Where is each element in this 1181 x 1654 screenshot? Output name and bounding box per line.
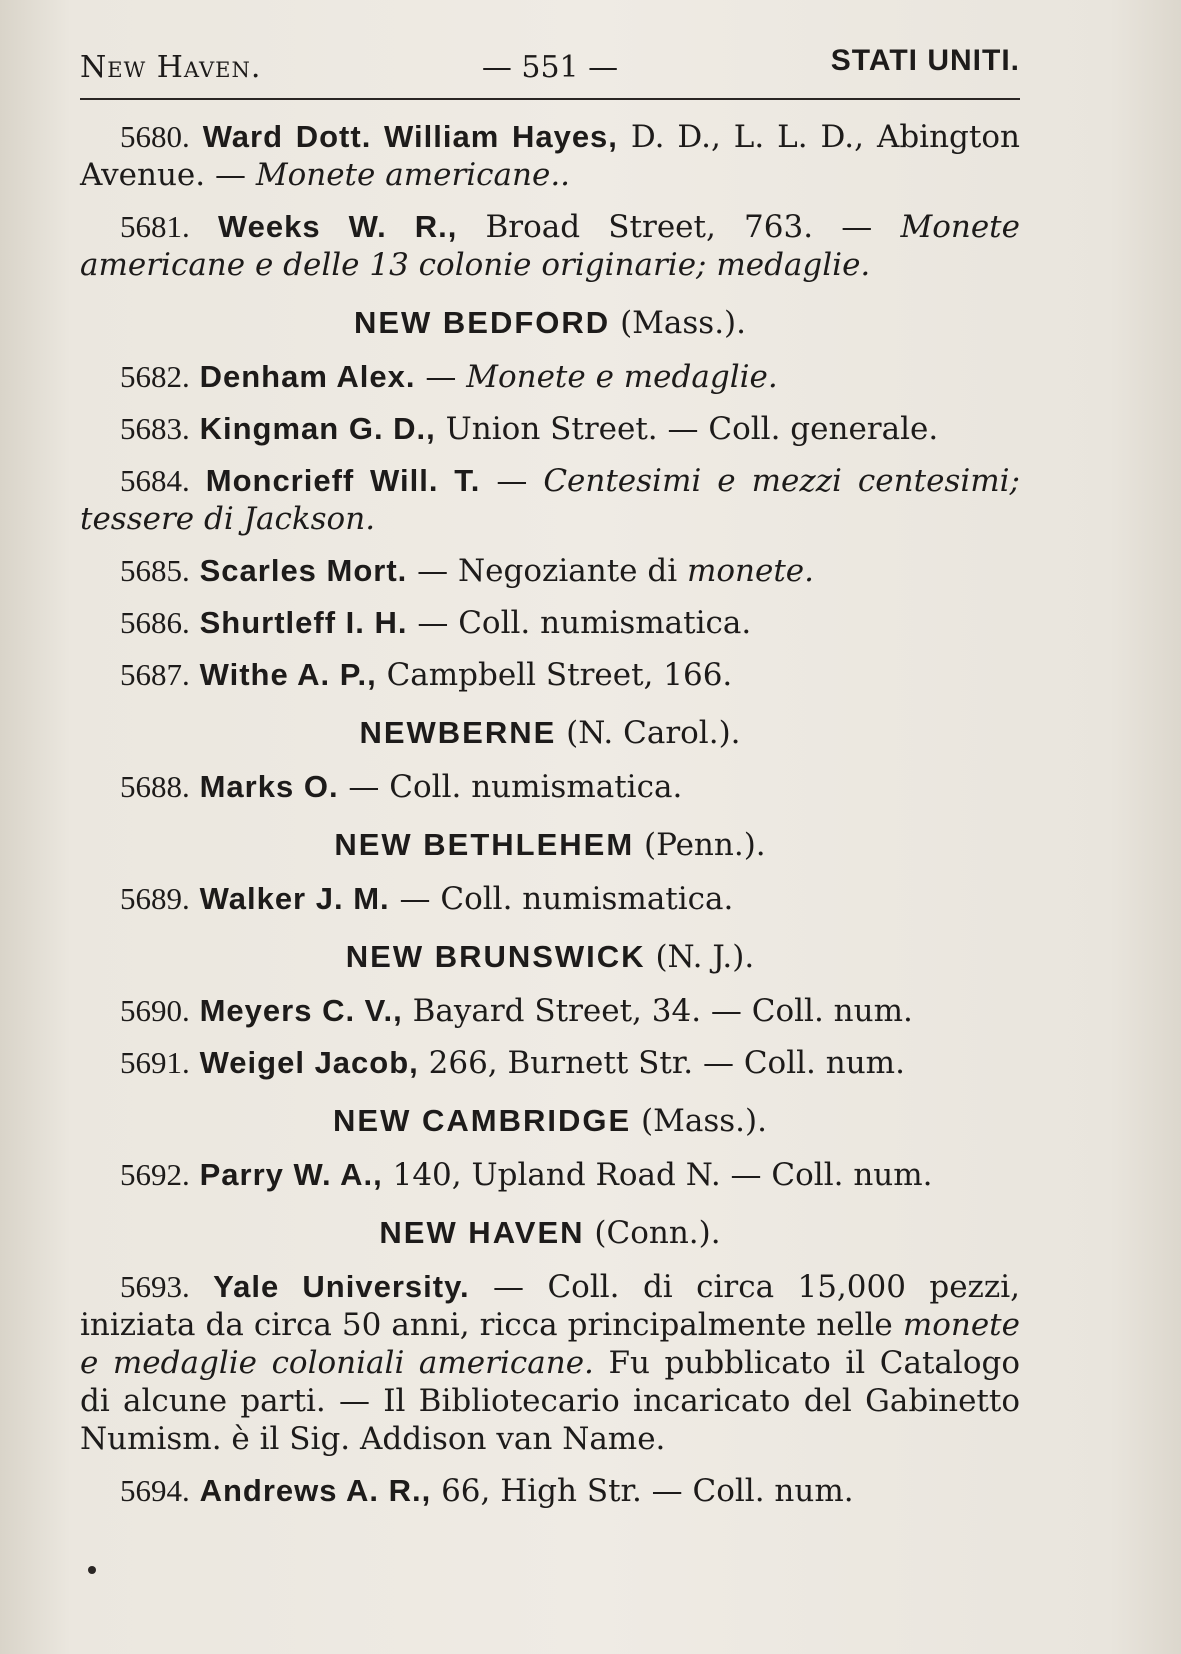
entry-5683: 5683. Kingman G. D., Union Street. — Coll. generale. — [120, 411, 939, 447]
entry-5694: 5694. Andrews A. R., 66, High Str. — Coll. num. — [120, 1473, 854, 1509]
section-heading-newberne: NEWBERNE (N. Carol.). — [359, 715, 741, 751]
header-rule — [80, 98, 1020, 100]
header-city: New Haven. — [80, 50, 262, 85]
entry-5685: 5685. Scarles Mort. — Negoziante di monete. — [120, 553, 815, 589]
entry-5691: 5691. Weigel Jacob, 266, Burnett Str. — Coll. num. — [120, 1045, 905, 1081]
entry-5681: 5681. Weeks W. R., Broad Street, 763. — Monete americane e delle 13 colonie originarie; medaglie. — [80, 209, 1020, 283]
header-country: STATI UNITI. — [830, 44, 1020, 77]
margin-dot-mark — [88, 1566, 96, 1574]
entry-5690: 5690. Meyers C. V., Bayard Street, 34. — Coll. num. — [120, 993, 913, 1029]
section-heading-new-cambridge: NEW CAMBRIDGE (Mass.). — [333, 1103, 767, 1139]
page-number: — 551 — — [481, 50, 619, 85]
section-heading-new-brunswick: NEW BRUNSWICK (N. J.). — [345, 939, 755, 975]
section-heading-new-bethlehem: NEW BETHLEHEM (Penn.). — [334, 827, 766, 863]
running-header — [80, 44, 1020, 84]
entry-5680: 5680. Ward Dott. William Hayes, D. D., L. L. D., Abington Avenue. — Monete americane.. — [80, 119, 1020, 193]
section-heading-new-haven: NEW HAVEN (Conn.). — [379, 1215, 721, 1251]
entry-5688: 5688. Marks O. — Coll. numismatica. — [120, 769, 683, 805]
page-body — [80, 118, 1020, 1524]
entry-5684: 5684. Moncrieff Will. T. — Centesimi e mezzi centesimi; tessere di Jackson. — [80, 463, 1020, 537]
entry-5682: 5682. Denham Alex. — Monete e medaglie. — [120, 359, 778, 395]
section-heading-new-bedford: NEW BEDFORD (Mass.). — [353, 305, 746, 341]
entry-5692: 5692. Parry W. A., 140, Upland Road N. — Coll. num. — [120, 1157, 933, 1193]
entry-5689: 5689. Walker J. M. — Coll. numismatica. — [120, 881, 734, 917]
entry-5687: 5687. Withe A. P., Campbell Street, 166. — [120, 657, 733, 693]
entry-5686: 5686. Shurtleff I. H. — Coll. numismatica. — [120, 605, 752, 641]
entry-5693: 5693. Yale University. — Coll. di circa 15,000 pezzi, iniziata da circa 50 anni, ricca principalmente nelle monete e medaglie coloniali americane. Fu pubblicato il Catalogo di alcune parti. — Il Bibliotecario incaricato del Gabinetto Numism. è il Sig. Addison van Name. — [80, 1269, 1020, 1457]
